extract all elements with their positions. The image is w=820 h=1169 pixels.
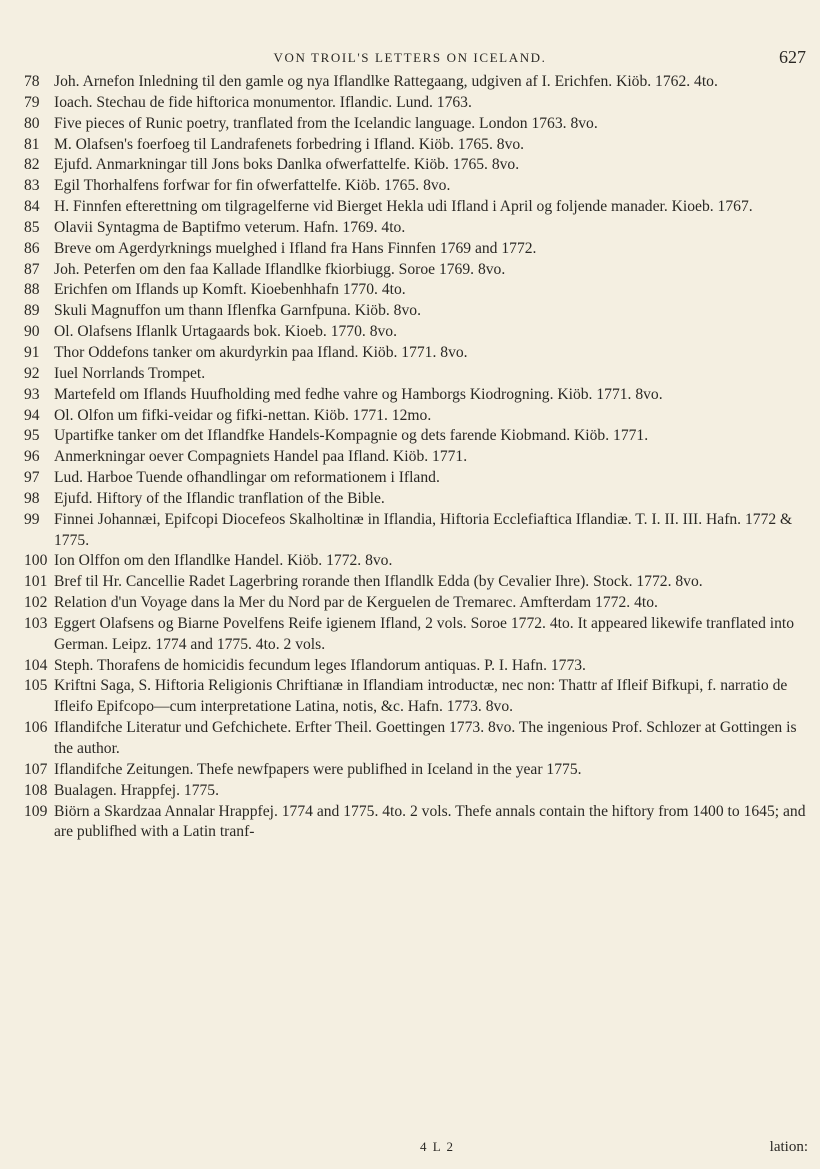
entry-text: Five pieces of Runic poetry, tranflated from the Icelandic language. London 1763. 8vo. (54, 114, 598, 132)
entry-text: Iflandifche Literatur und Gefchichete. Erfter Theil. Goettingen 1773. 8vo. The ingenious Prof. Schlozer at Gottingen is the author. (54, 719, 797, 757)
bibliography-entry (24, 218, 808, 239)
entry-text: Relation d'un Voyage dans la Mer du Nord par de Kerguelen de Tremarec. Amfterdam 1772. 4to. (54, 594, 658, 612)
entry-number: 104 (24, 656, 48, 674)
bibliography-entry (24, 322, 808, 343)
entry-text: Skuli Magnuffon um thann Iflenfka Garnfpuna. Kiöb. 8vo. (54, 302, 421, 320)
entry-number: 96 (24, 448, 40, 466)
entry-number: 85 (24, 218, 40, 236)
entry-text: Ol. Olfon um fifki-veidar og fifki-nettan. Kiöb. 1771. 12mo. (54, 406, 432, 424)
bibliography-entry (24, 114, 808, 135)
bibliography-entry (24, 447, 808, 468)
entry-number: 101 (24, 573, 48, 591)
signature-mark: 4 L 2 (420, 1139, 455, 1154)
catchword: lation: (769, 1139, 808, 1155)
entry-text: Breve om Agerdyrknings muelghed i Ifland fra Hans Finnfen 1769 and 1772. (54, 239, 537, 257)
bibliography-entry (24, 468, 808, 489)
bibliography-entry (24, 656, 808, 677)
bibliography-entry (24, 572, 808, 593)
bibliography-entry (24, 426, 808, 447)
entry-text: Bualagen. Hrappfej. 1775. (54, 781, 219, 799)
entry-text: Iflandifche Zeitungen. Thefe newfpapers were publifhed in Iceland in the year 1775. (54, 760, 582, 778)
bibliography-entry (24, 802, 808, 844)
bibliography-entry (24, 343, 808, 364)
running-head (0, 47, 820, 72)
entry-number: 91 (24, 343, 40, 361)
entry-number: 88 (24, 281, 40, 299)
entry-text: Ion Olffon om den Iflandlke Handel. Kiöb. 1772. 8vo. (54, 552, 393, 570)
page-number: 627 (779, 47, 806, 67)
bibliography-entry (24, 239, 808, 260)
entry-text: Lud. Harboe Tuende ofhandlingar om reformationem i Ifland. (54, 469, 440, 487)
bibliography-entry (24, 72, 808, 93)
bibliography-entry (24, 676, 808, 718)
entry-number: 89 (24, 302, 40, 320)
bibliography-entry (24, 197, 808, 218)
bibliography-entry (24, 510, 808, 552)
entry-text: Kriftni Saga, S. Hiftoria Religionis Chriftianæ in Iflandiam introductæ, nec non: Thattr af Ifleif Bifkupi, f. narratio de Ifleifo Epifcopo—cum interpretatione Latina, notis, &c. Hafn. 1773. 8vo. (54, 677, 788, 716)
entry-number: 80 (24, 114, 40, 132)
running-head-title: VON TROIL'S LETTERS ON ICELAND. (273, 50, 547, 65)
bibliography-entry (24, 280, 808, 301)
entry-number: 103 (24, 614, 48, 632)
bibliography-entry (24, 406, 808, 427)
bibliography-entry (24, 155, 808, 176)
entry-number: 100 (24, 552, 48, 570)
bibliography-list (24, 72, 808, 843)
entry-number: 87 (24, 260, 40, 278)
entry-number: 108 (24, 781, 48, 799)
entry-text: H. Finnfen efterettning om tilgragelferne vid Bierget Hekla udi Ifland i April og foljende manader. Kioeb. 1767. (54, 198, 753, 216)
bibliography-entry (24, 781, 808, 802)
bibliography-entry (24, 551, 808, 572)
entry-text: Steph. Thorafens de homicidis fecundum leges Iflandorum antiquas. P. I. Hafn. 1773. (54, 656, 586, 674)
bibliography-entry (24, 135, 808, 156)
bibliography-entry (24, 301, 808, 322)
entry-number: 97 (24, 469, 40, 487)
entry-text: Ejufd. Hiftory of the Iflandic tranflation of the Bible. (54, 489, 385, 507)
entry-number: 84 (24, 198, 40, 216)
bibliography-entry (24, 260, 808, 281)
bibliography-entry (24, 760, 808, 781)
entry-text: Ejufd. Anmarkningar till Jons boks Danlka ofwerfattelfe. Kiöb. 1765. 8vo. (54, 156, 520, 174)
entry-number: 99 (24, 510, 40, 528)
entry-text: Ol. Olafsens Iflanlk Urtagaards bok. Kioeb. 1770. 8vo. (54, 323, 397, 341)
entry-number: 105 (24, 677, 48, 695)
entry-text: M. Olafsen's foerfoeg til Landrafenets forbedring i Ifland. Kiöb. 1765. 8vo. (54, 135, 525, 153)
bibliography-entry (24, 489, 808, 510)
entry-number: 82 (24, 156, 40, 174)
bibliography-entry (24, 93, 808, 114)
entry-number: 92 (24, 364, 40, 382)
entry-number: 86 (24, 239, 40, 257)
entry-number: 78 (24, 73, 40, 90)
entry-text: Anmerkningar oever Compagniets Handel paa Ifland. Kiöb. 1771. (54, 448, 468, 466)
entry-text: Eggert Olafsens og Biarne Povelfens Reife igienem Ifland, 2 vols. Soroe 1772. 4to. It appeared likewife tranflated into German. Leipz. 1774 and 1775. 4to. 2 vols. (54, 614, 795, 653)
entry-number: 107 (24, 760, 48, 778)
entry-text: Bref til Hr. Cancellie Radet Lagerbring rorande then Iflandlk Edda (by Cevalier Ihre). Stock. 1772. 8vo. (54, 573, 703, 591)
entry-number: 98 (24, 489, 40, 507)
entry-text: Erichfen om Iflands up Komft. Kioebenhhafn 1770. 4to. (54, 281, 406, 299)
entry-text: Joh. Arnefon Inledning til den gamle og nya Iflandlke Rattegaang, udgiven af I. Erichfen. Kiöb. 1762. 4to. (54, 73, 718, 90)
entry-text: Upartifke tanker om det Iflandfke Handels-Kompagnie og dets farende Kiobmand. Kiöb. 1771. (54, 427, 649, 445)
entry-text: Egil Thorhalfens forfwar for fin ofwerfattelfe. Kiöb. 1765. 8vo. (54, 177, 451, 195)
entry-text: Iuel Norrlands Trompet. (54, 364, 206, 382)
entry-number: 109 (24, 802, 48, 820)
entry-number: 79 (24, 93, 40, 111)
entry-text: Martefeld om Iflands Huufholding med fedhe vahre og Hamborgs Kiodrogning. Kiöb. 1771. 8vo. (54, 385, 663, 403)
bibliography-entry (24, 593, 808, 614)
entry-number: 93 (24, 385, 40, 403)
bibliography-entry (24, 176, 808, 197)
entry-text: Finnei Johannæi, Epifcopi Diocefeos Skalholtinæ in Iflandia, Hiftoria Ecclefiaftica Iflandiæ. T. I. II. III. Hafn. 1772 & 1775. (54, 510, 793, 549)
entry-number: 102 (24, 594, 48, 612)
entry-number: 90 (24, 323, 40, 341)
entry-number: 94 (24, 406, 40, 424)
bibliography-entry (24, 718, 808, 760)
entry-text: Ioach. Stechau de fide hiftorica monumentor. Iflandic. Lund. 1763. (54, 93, 472, 111)
entry-text: Olavii Syntagma de Baptifmo veterum. Hafn. 1769. 4to. (54, 218, 406, 236)
entry-text: Thor Oddefons tanker om akurdyrkin paa Ifland. Kiöb. 1771. 8vo. (54, 343, 468, 361)
bibliography-entry (24, 385, 808, 406)
entry-number: 95 (24, 427, 40, 445)
bibliography-entry (24, 614, 808, 656)
entry-number: 81 (24, 135, 40, 153)
entry-text: Joh. Peterfen om den faa Kallade Iflandlke fkiorbiugg. Soroe 1769. 8vo. (54, 260, 506, 278)
entry-number: 83 (24, 177, 40, 195)
entry-number: 106 (24, 719, 48, 737)
bibliography-entry (24, 364, 808, 385)
entry-text: Biörn a Skardzaa Annalar Hrappfej. 1774 and 1775. 4to. 2 vols. Thefe annals contain the hiftory from 1400 to 1645; and are publifhed with a Latin tranf- (54, 802, 806, 841)
